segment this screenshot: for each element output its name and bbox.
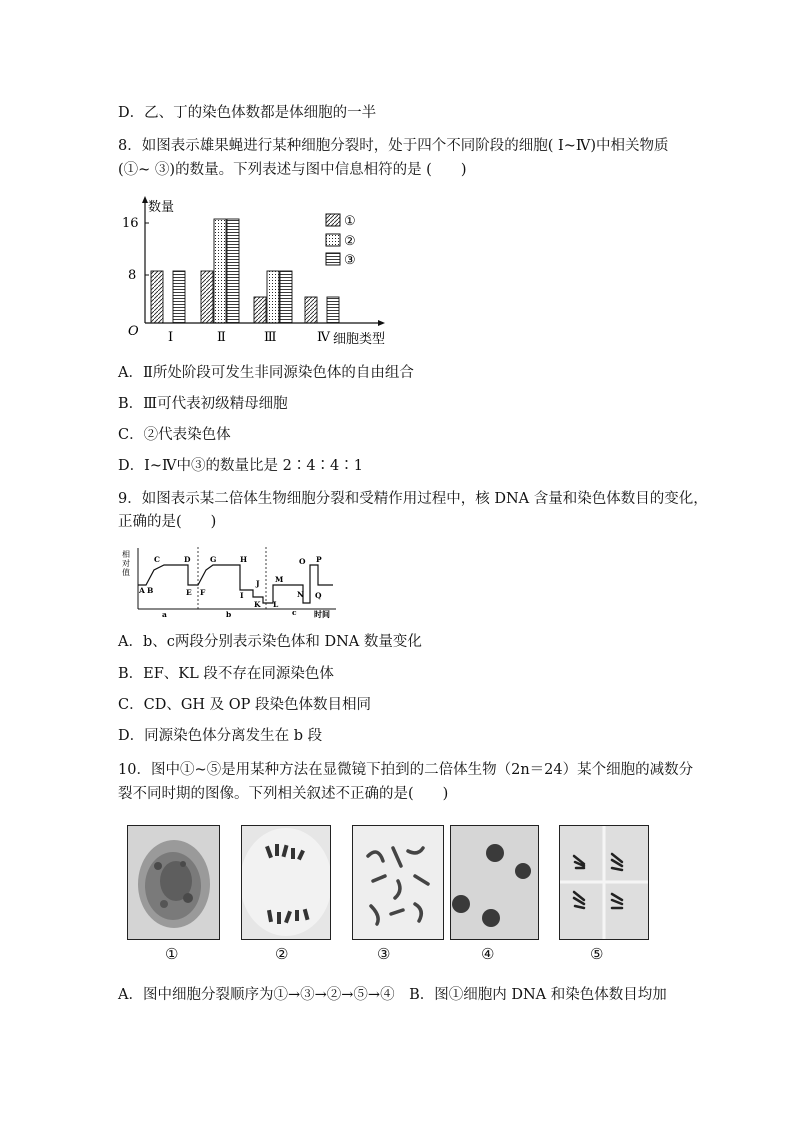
- pt-J: J: [256, 579, 260, 588]
- q8-stem-line2: (①~ ③)的数量。下列表述与图中信息相符的是 ( ): [118, 162, 467, 178]
- bar-3-series-2: [267, 271, 279, 323]
- y-label-char1: 相: [122, 550, 130, 559]
- pt-P: P: [316, 555, 322, 564]
- category-label-4: Ⅳ: [317, 330, 330, 345]
- q9-option-c: C．CD、GH 及 OP 段染色体数目相同: [118, 697, 372, 713]
- pt-B: B: [147, 586, 154, 595]
- pt-H: H: [240, 555, 248, 564]
- x-axis-arrow: [378, 320, 385, 326]
- legend: [326, 214, 356, 268]
- category-label-2: Ⅱ: [217, 330, 226, 345]
- pt-O: O: [299, 557, 306, 566]
- micrograph-2: [241, 825, 331, 940]
- q10-stem-line1: 10．图中①~⑤是用某种方法在显微镜下拍到的二倍体生物（2n＝24）某个细胞的减数分: [118, 762, 694, 778]
- micrograph-label-5: ⑤: [590, 945, 604, 963]
- q9-option-d: D．同源染色体分离发生在 b 段: [118, 728, 323, 744]
- q9-stem-line1: 9．如图表示某二倍体生物细胞分裂和受精作用过程中，核 DNA 含量和染色体数目的变化，: [118, 491, 708, 507]
- pt-Q: Q: [315, 591, 322, 600]
- q8-option-d: D．Ⅰ~Ⅳ中③的数量比是 2∶4∶4∶1: [118, 458, 363, 474]
- legend-swatch-1: [326, 214, 340, 226]
- pt-N: N: [297, 590, 304, 599]
- bar-3-series-1: [254, 297, 266, 323]
- q9-option-b: B．EF、KL 段不存在同源染色体: [118, 666, 334, 682]
- micrograph-label-3: ③: [377, 945, 391, 963]
- q8-option-a: A．Ⅱ所处阶段可发生非同源染色体的自由组合: [118, 365, 414, 381]
- segment-c: c: [292, 608, 297, 617]
- pt-G: G: [210, 555, 217, 564]
- q7-option-d: D．乙、丁的染色体数都是体细胞的一半: [118, 105, 377, 121]
- legend-swatch-3: [326, 253, 340, 265]
- pt-K: K: [254, 600, 261, 609]
- bar-1-series-1: [151, 271, 163, 323]
- bar-1-series-3: [173, 271, 185, 323]
- q9-stem-line2: 正确的是( ): [118, 514, 217, 530]
- q8-option-b: B．Ⅲ可代表初级精母细胞: [118, 396, 288, 412]
- micrograph-1: [127, 825, 220, 940]
- q8-option-c: C．②代表染色体: [118, 427, 231, 443]
- legend-swatch-2: [326, 234, 340, 246]
- y-tick-8: 8: [128, 268, 137, 283]
- pt-E: E: [186, 588, 192, 597]
- micrograph-5: [559, 825, 649, 940]
- legend-label-2: ②: [344, 234, 356, 249]
- q8-stem-line1: 8．如图表示雄果蝇进行某种细胞分裂时，处于四个不同阶段的细胞( Ⅰ~Ⅳ)中相关物质: [118, 138, 669, 154]
- segment-a: a: [162, 610, 167, 619]
- pt-I: I: [240, 591, 244, 600]
- y-tick-16: 16: [122, 216, 139, 231]
- legend-label-1: ①: [344, 214, 356, 229]
- micrograph-label-2: ②: [275, 945, 289, 963]
- q10-options-a-b: A．图中细胞分裂顺序为①→③→②→⑤→④ B．图①细胞内 DNA 和染色体数目均加: [118, 987, 667, 1003]
- bar-3-series-3: [280, 271, 292, 323]
- origin-label: O: [128, 324, 139, 339]
- q10-stem-line2: 裂不同时期的图像。下列相关叙述不正确的是( ): [118, 786, 449, 802]
- q9-option-a: A．b、c两段分别表示染色体和 DNA 数量变化: [118, 634, 422, 650]
- bar-4-series-3: [327, 297, 339, 323]
- bar-2-series-2: [214, 219, 226, 323]
- x-label: 时间: [314, 609, 330, 619]
- y-label-char3: 值: [122, 568, 130, 577]
- bar-4-series-1: [305, 297, 317, 323]
- legend-label-3: ③: [344, 253, 356, 268]
- pt-M: M: [275, 575, 284, 584]
- q9-line-chart: [118, 545, 338, 620]
- pt-A: A: [139, 586, 145, 595]
- category-label-3: Ⅲ: [264, 330, 277, 345]
- q8-bar-chart: [118, 195, 398, 350]
- segment-b: b: [226, 610, 232, 619]
- micrograph-3: [352, 825, 444, 940]
- pt-F: F: [200, 588, 206, 597]
- y-label-char2: 对: [122, 559, 130, 568]
- bar-2-series-3: [227, 219, 239, 323]
- y-axis-label: 数量: [148, 200, 175, 215]
- pt-L: L: [273, 600, 279, 609]
- pt-C: C: [154, 555, 160, 564]
- x-axis-label: 细胞类型: [333, 332, 386, 347]
- category-label-1: Ⅰ: [168, 330, 174, 345]
- micrograph-label-1: ①: [165, 945, 179, 963]
- bar-2-series-1: [201, 271, 213, 323]
- pt-D: D: [184, 555, 191, 564]
- micrograph-label-4: ④: [481, 945, 495, 963]
- micrograph-4: [450, 825, 539, 940]
